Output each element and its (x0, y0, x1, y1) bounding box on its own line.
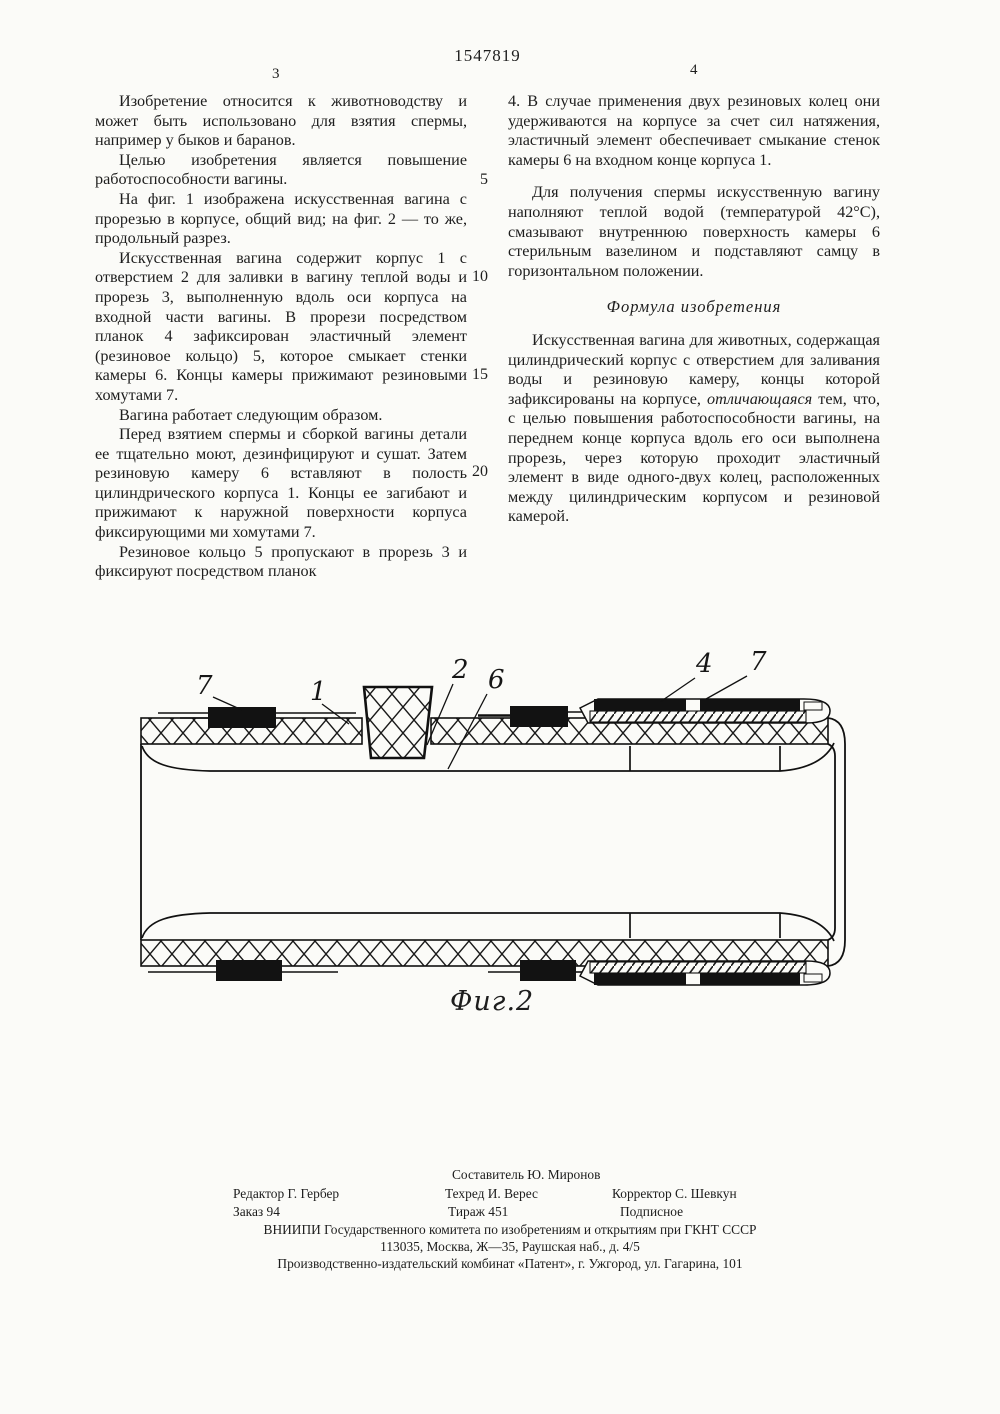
plank-strip-bottom (580, 961, 830, 985)
paragraph: Изобретение относится к животноводству и может быть использовано для взятия спермы, например у быков и баранов. (95, 92, 467, 150)
figure-label-1: 1 (310, 677, 327, 707)
paragraph: Искусственная вагина содержит корпус 1 с отверстием 2 для заливки в вагину теплой воды и прорезь 3, выполненную вдоль оси корпуса на входной части вагины. В прорези посредством планок 4 зафиксирован эластичный элемент (резиновое кольцо) 5, которое смыкает стенки камеры 6. Концы камеры прижимают резиновыми хомутами 7. (95, 248, 467, 404)
claim-paragraph (508, 331, 880, 527)
formula-heading: Формула изобретения (606, 297, 782, 317)
footer-subscription: Подписное (620, 1204, 684, 1219)
footer-plant: Производственно-издательский комбинат «Патент», г. Ужгород, ул. Гагарина, 101 (277, 1256, 743, 1271)
column-number-left: 3 (272, 66, 280, 82)
line-number-10: 10 (472, 268, 488, 285)
patent-number: 1547819 (454, 46, 521, 65)
footer-organization: ВНИИПИ Государственного комитета по изобретениям и открытиям при ГКНТ СССР (263, 1222, 757, 1237)
paragraph: Для получения спермы искусственную вагину наполняют теплой водой (температурой 42°С), смазывают внутреннюю поверхность камеры 6 стерильным вазелином и подставляют самцу в горизонтальном положении. (508, 183, 880, 280)
paragraph: Резиновое кольцо 5 пропускают в прорезь 3 и фиксируют посредством планок (95, 542, 467, 581)
figure-label-4: 4 (696, 649, 713, 679)
footer-techred: Техред И. Верес (445, 1186, 538, 1201)
rubber-chamber-fold-lines (148, 713, 520, 972)
footer-print-run: Тираж 451 (448, 1204, 509, 1219)
line-number-5: 5 (480, 171, 488, 188)
line-number-20: 20 (472, 463, 488, 480)
line-number-15: 15 (472, 366, 488, 383)
text-column-left (95, 92, 467, 582)
figure-label-6: 6 (488, 665, 505, 695)
clamp (208, 707, 276, 728)
figure-2-drawing (128, 642, 872, 1004)
text-column-right (508, 92, 880, 527)
footer-corrector: Корректор С. Шевкун (612, 1186, 737, 1201)
footer-address: 113035, Москва, Ж—35, Раушская наб., д. 4/5 (380, 1239, 640, 1254)
claim-italic-term: отличающаяся (707, 389, 813, 408)
paragraph: На фиг. 1 изображена искусственная вагина с прорезью в корпусе, общий вид; на фиг. 2 — то же, продольный разрез. (95, 189, 467, 248)
figure-label-7-right: 7 (750, 647, 767, 677)
footer-editor: Редактор Г. Гербер (233, 1186, 340, 1201)
paragraph: Целью изобретения является повышение работоспособности вагины. (95, 150, 467, 189)
figure-label-7-left: 7 (196, 671, 213, 701)
figure-label-2: 2 (452, 655, 469, 685)
corpus-wall-section (141, 718, 828, 966)
plank-strip-top (580, 699, 830, 723)
claim-post: тем, что, с целью повышения работоспособности вагины, на переднем конце корпуса вдоль его оси выполнена прорезь, через которую проходит эластичный элемент в виде одного-двух колец, расположенных между цилиндрическим корпусом и резиновой камерой. (508, 389, 881, 526)
filler-plug (364, 687, 432, 758)
figure-caption: Фиг.2 (450, 986, 535, 1017)
paragraph: Вагина работает следующим образом. (119, 405, 383, 424)
figure-2 (128, 642, 872, 1004)
footer-compiler: Составитель Ю. Миронов (452, 1167, 601, 1182)
column-number-right: 4 (690, 62, 698, 78)
claim-pre: Искусственная вагина для животных, содержащая цилиндрический корпус с отверстием для заливания воды и резиновую камеру, концы которой зафиксированы на корпусе, (508, 330, 880, 408)
footer-order: Заказ 94 (233, 1204, 280, 1219)
clamp (510, 706, 568, 727)
clamp (216, 960, 282, 981)
paragraph: 4. В случае применения двух резиновых колец они удерживаются на корпусе за счет сил натяжения, эластичный элемент обеспечивает смыкание стенок камеры 6 на входном конце корпуса 1. (508, 92, 880, 169)
clamp (520, 960, 576, 981)
corpus-outline (141, 718, 845, 966)
rubber-chamber-inner-line (142, 743, 834, 941)
paragraph: Перед взятием спермы и сборкой вагины детали ее тщательно моют, дезинфицируют и сушат. Затем резиновую камеру 6 вставляют в полость цилиндрического корпуса 1. Концы ее загибают и прижимают к наружной поверхности корпуса фиксирующими ми хомутами 7. (95, 425, 467, 542)
